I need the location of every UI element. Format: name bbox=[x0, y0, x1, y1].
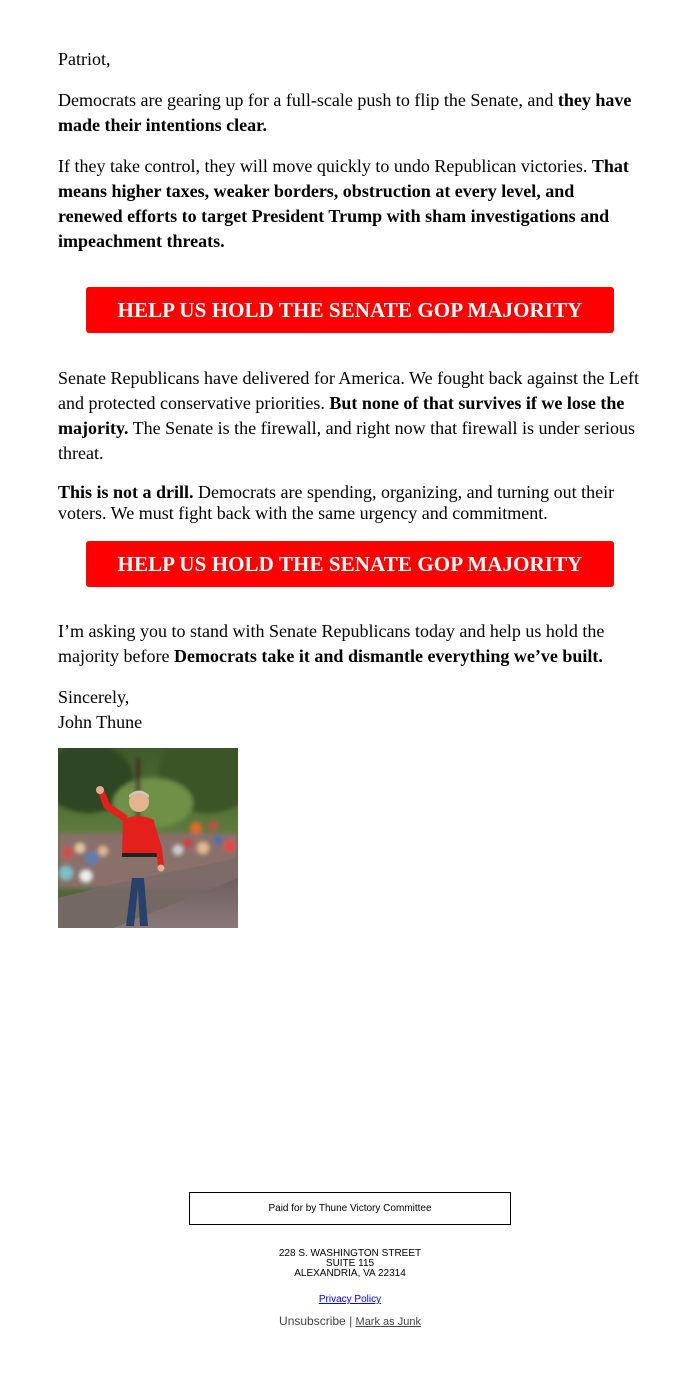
mark-as-junk-link[interactable]: Mark as Junk bbox=[355, 1316, 421, 1328]
paragraph-2: If they take control, they will move quickly to undo Republican victories. That means higher taxes, weaker borders, obstruction at every level, and renewed efforts to target President Trump with sham investigations and impeachment threats. bbox=[58, 156, 629, 251]
unsubscribe-row bbox=[0, 1314, 700, 1328]
paragraph-4: This is not a drill. Democrats are spending, organizing, and turning out their voters. We must fight back with the same urgency and commitment. bbox=[58, 482, 615, 523]
greeting: Patriot, bbox=[58, 49, 111, 69]
donate-button-1[interactable]: HELP US HOLD THE SENATE GOP MAJORITY bbox=[86, 287, 614, 333]
mailing-address: 228 S. WASHINGTON STREET SUITE 115 ALEXANDRIA, VA 22314 bbox=[278, 1248, 422, 1279]
signature-name: John Thune bbox=[58, 712, 143, 732]
paid-for-disclaimer: Paid for by Thune Victory Committee bbox=[189, 1192, 511, 1225]
signature-block bbox=[58, 685, 642, 735]
privacy-row bbox=[0, 1294, 700, 1305]
candidate-photo bbox=[58, 748, 238, 928]
cta-container-2 bbox=[86, 541, 614, 587]
unsubscribe-link[interactable]: Unsubscribe bbox=[279, 1314, 346, 1328]
paragraph-1: Democrats are gearing up for a full-scale push to flip the Senate, and they have made their intentions clear. bbox=[58, 90, 632, 135]
privacy-policy-link[interactable]: Privacy Policy bbox=[318, 1294, 382, 1305]
link-separator: | bbox=[345, 1314, 356, 1328]
cta-container-1 bbox=[86, 287, 614, 333]
email-body bbox=[58, 47, 642, 928]
footer bbox=[0, 1192, 700, 1328]
signoff-text: Sincerely, bbox=[58, 687, 130, 707]
donate-button-2[interactable]: HELP US HOLD THE SENATE GOP MAJORITY bbox=[86, 541, 614, 587]
paragraph-3: Senate Republicans have delivered for America. We fought back against the Left and protected conservative priorities. But none of that survives if we lose the majority. The Senate is the firewall, and right now that firewall is under serious threat. bbox=[58, 368, 640, 463]
paragraph-5: I’m asking you to stand with Senate Republicans today and help us hold the majority before Democrats take it and dismantle everything we’ve built. bbox=[58, 621, 605, 666]
